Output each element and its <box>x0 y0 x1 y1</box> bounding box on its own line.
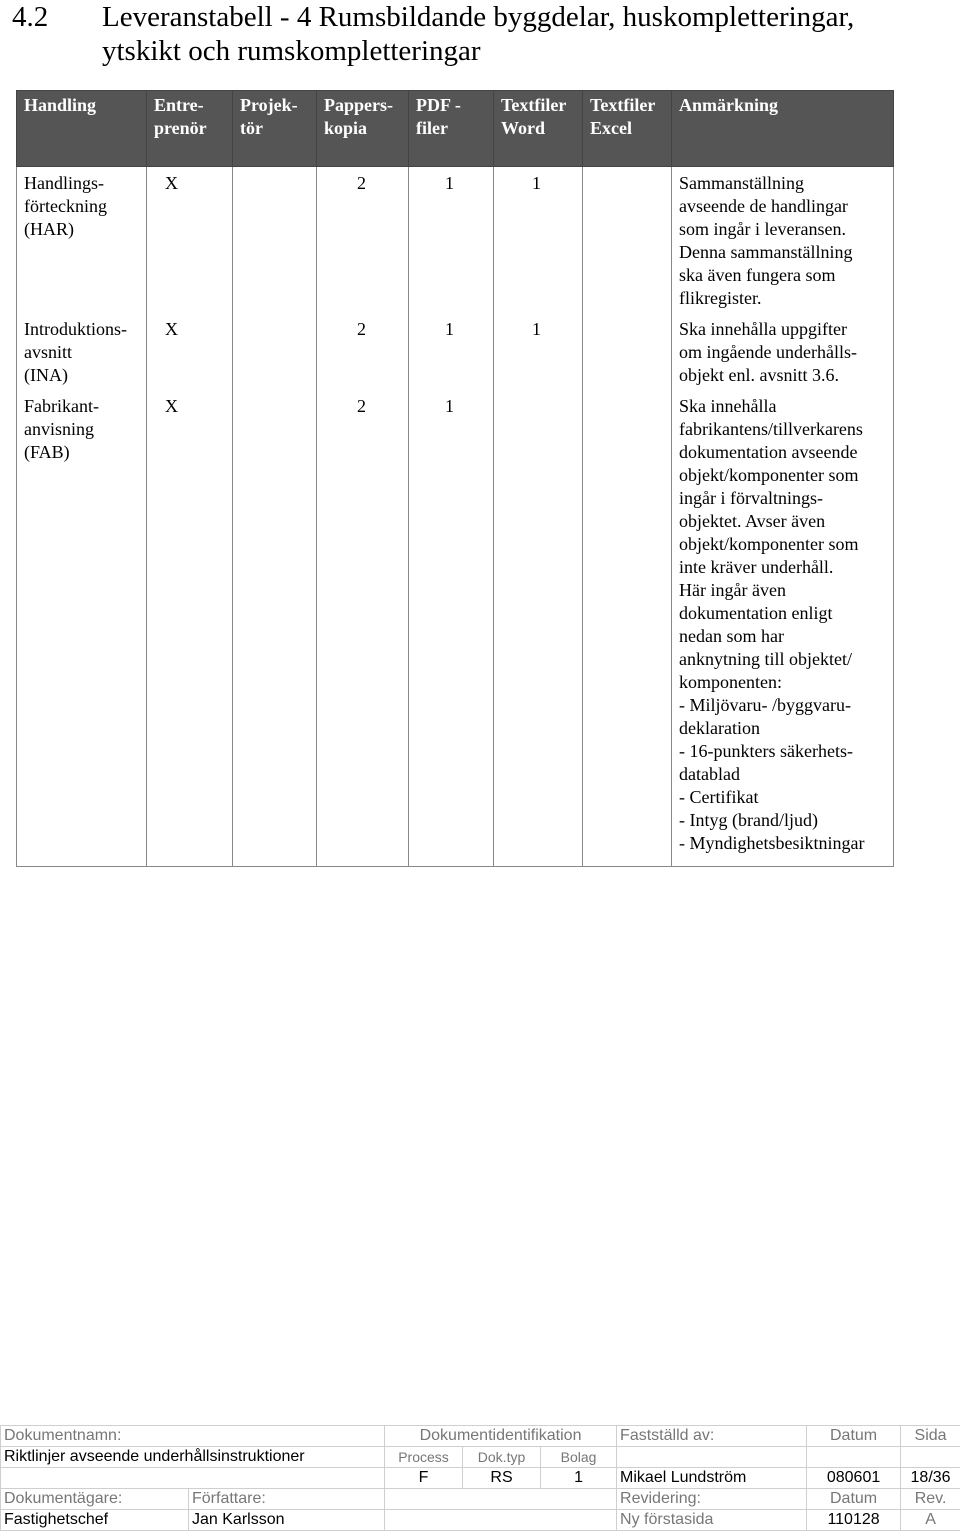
doktyp-label: Dok.typ <box>463 1447 541 1468</box>
table-header-row <box>17 91 894 167</box>
header-anmarkning: Anmärkning <box>672 91 894 167</box>
forfattare-value: Jan Karlsson <box>189 1510 385 1531</box>
dokumentnamn-empty <box>1 1468 385 1489</box>
cell-papperskopia: 2 <box>317 390 409 867</box>
dokid-label: Dokumentidentifikation <box>385 1426 617 1447</box>
header-entreprenor: Entre- prenör <box>147 91 233 167</box>
datum2-value: 110128 <box>807 1510 901 1531</box>
section-title: Leveranstabell - 4 Rumsbildande byggdelar, huskompletteringar, ytskikt och rumskompletteringar <box>102 1 855 67</box>
cell-word: 1 <box>494 167 583 313</box>
cell-handling: Fabrikant- anvisning (FAB) <box>17 390 147 867</box>
cell-word: 1 <box>494 313 583 390</box>
cell-pdf: 1 <box>409 313 494 390</box>
cell-entreprenor: X <box>147 167 233 313</box>
sida-label: Sida <box>901 1426 960 1447</box>
cell-word <box>494 390 583 867</box>
cell-anmarkning: Sammanställning avseende de handlingar som ingår i leveransen. Denna sammanställning ska även fungera som flikregister. <box>672 167 894 313</box>
spacer <box>385 1489 617 1510</box>
cell-papperskopia: 2 <box>317 167 409 313</box>
cell-entreprenor: X <box>147 313 233 390</box>
cell-excel <box>583 313 672 390</box>
sida-value: 18/36 <box>901 1468 960 1489</box>
header-word: Textfiler Word <box>494 91 583 167</box>
bolag-label: Bolag <box>541 1447 617 1468</box>
faststalld-value: Mikael Lundström <box>617 1468 807 1489</box>
cell-excel <box>583 390 672 867</box>
cell-handling: Introduktions- avsnitt (INA) <box>17 313 147 390</box>
dokumentnamn-value: Riktlinjer avseende underhållsinstruktioner <box>1 1447 385 1468</box>
datum-label: Datum <box>807 1426 901 1447</box>
faststalld-label: Fastställd av: <box>617 1426 807 1447</box>
dokumentagare-value: Fastighetschef <box>1 1510 189 1531</box>
rev-value: A <box>901 1510 960 1531</box>
bolag-value: 1 <box>541 1468 617 1489</box>
spacer <box>385 1510 617 1531</box>
header-handling: Handling <box>17 91 147 167</box>
section-number: 4.2 <box>12 1 49 33</box>
cell-anmarkning: Ska innehålla fabrikantens/tillverkarens dokumentation avseende objekt/komponenter som ingår i förvaltnings- objektet. Avser även objekt/komponenter som inte kräver underhåll. Här ingår även dokumentation enligt nedan som har anknytning till objektet/ komponenten: - Miljövaru- /byggvaru- deklaration - 16-punkters säkerhets- datablad - Certifikat - Intyg (brand/ljud) - Myndighetsbesiktningar <box>672 390 894 867</box>
section-heading <box>12 0 912 68</box>
doktyp-value: RS <box>463 1468 541 1489</box>
header-papperskopia: Pappers- kopia <box>317 91 409 167</box>
cell-pdf: 1 <box>409 390 494 867</box>
table-row <box>17 167 894 313</box>
datum-value: 080601 <box>807 1468 901 1489</box>
datum2-label: Datum <box>807 1489 901 1510</box>
cell-pdf: 1 <box>409 167 494 313</box>
cell-papperskopia: 2 <box>317 313 409 390</box>
header-pdf: PDF - filer <box>409 91 494 167</box>
table-row <box>17 313 894 390</box>
cell-anmarkning: Ska innehålla uppgifter om ingående underhålls- objekt enl. avsnitt 3.6. <box>672 313 894 390</box>
datum-empty <box>807 1447 901 1468</box>
cell-projektor <box>233 167 317 313</box>
cell-projektor <box>233 313 317 390</box>
revidering-label: Revidering: <box>617 1489 807 1510</box>
faststalld-empty <box>617 1447 807 1468</box>
forfattare-label: Författare: <box>189 1489 385 1510</box>
revidering-value: Ny förstasida <box>617 1510 807 1531</box>
cell-projektor <box>233 390 317 867</box>
cell-excel <box>583 167 672 313</box>
cell-entreprenor: X <box>147 390 233 867</box>
sida-empty <box>901 1447 960 1468</box>
header-projektor: Projek- tör <box>233 91 317 167</box>
rev-label: Rev. <box>901 1489 960 1510</box>
delivery-table <box>16 90 894 867</box>
process-value: F <box>385 1468 463 1489</box>
dokumentagare-label: Dokumentägare: <box>1 1489 189 1510</box>
header-excel: Textfiler Excel <box>583 91 672 167</box>
cell-handling: Handlings- förteckning (HAR) <box>17 167 147 313</box>
dokumentnamn-label: Dokumentnamn: <box>1 1426 385 1447</box>
table-row <box>17 390 894 867</box>
document-footer <box>0 1425 960 1533</box>
process-label: Process <box>385 1447 463 1468</box>
